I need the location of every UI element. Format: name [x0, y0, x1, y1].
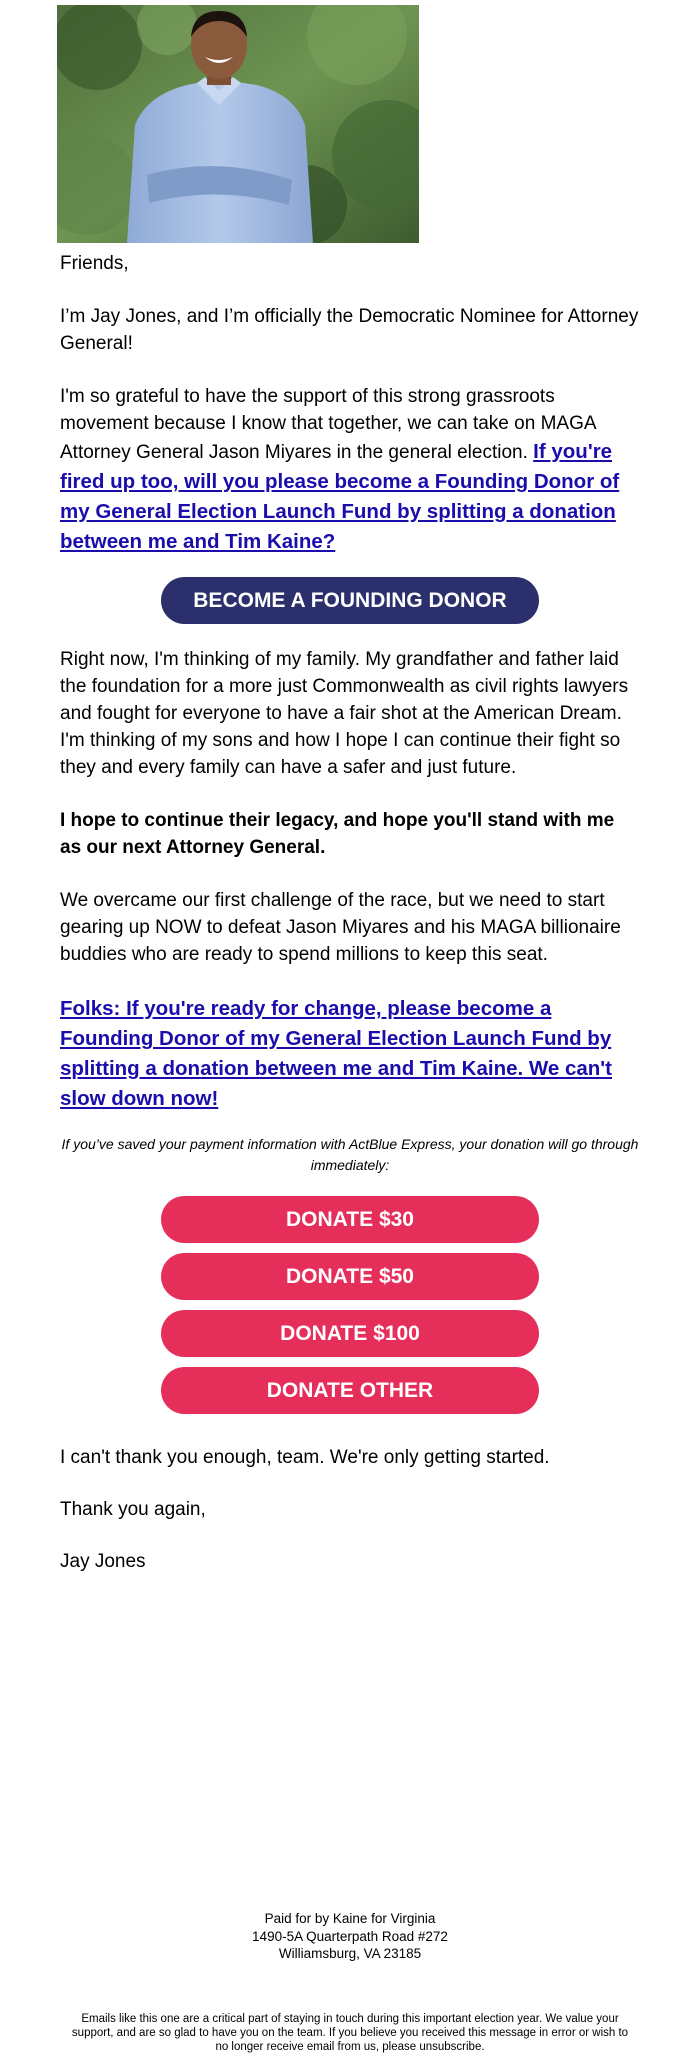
hero-photo — [57, 5, 419, 243]
footer-address — [0, 1910, 700, 1963]
sign-off — [60, 1444, 640, 1575]
founding-donor-link[interactable]: If you're fired up too, will you please become a Founding Donor of my General Election Launch Fund by splitting a donation between me and Tim Kaine? — [60, 440, 620, 553]
donate-30-button[interactable]: DONATE $30 — [161, 1196, 539, 1243]
address-line-2: Williamsburg, VA 23185 — [278, 1946, 422, 1961]
donate-buttons — [60, 1196, 640, 1424]
closing-thanks: I can't thank you enough, team. We're only getting started. — [60, 1447, 550, 1468]
folks-donate-link[interactable]: Folks: If you're ready for change, please become a Founding Donor of my General Election Launch Fund by splitting a donation between me and Tim Kaine. We can't slow down now! — [60, 997, 612, 1110]
become-founding-donor-button[interactable]: BECOME A FOUNDING DONOR — [161, 577, 539, 624]
donate-100-button[interactable]: DONATE $100 — [161, 1310, 539, 1357]
actblue-note: If you’ve saved your payment information with ActBlue Express, your donation will go through immediately: — [61, 1136, 639, 1173]
support-paragraph — [60, 383, 640, 557]
donate-other-button[interactable]: DONATE OTHER — [161, 1367, 539, 1414]
support-text: I'm so grateful to have the support of this strong grassroots movement because I know that together, we can take on MAGA Attorney General Jason Miyares in the general election. — [60, 386, 596, 463]
family-paragraph: Right now, I'm thinking of my family. My grandfather and father laid the foundation for a more just Commonwealth as civil rights lawyers and fought for everyone to have a fair shot at the American Dream. I'm thinking of my sons and how I hope I can continue their fight so they and every family can have a safer and just future. — [60, 649, 629, 778]
paid-for-line: Paid for by Kaine for Virginia — [264, 1911, 436, 1926]
founding-cta — [60, 577, 640, 624]
address-line-1: 1490-5A Quarterpath Road #272 — [252, 1928, 448, 1944]
challenge-paragraph: We overcame our first challenge of the race, but we need to start gearing up NOW to defeat Jason Miyares and his MAGA billionaire buddies who are ready to spend millions to keep this seat. — [60, 890, 621, 965]
footer-legal-text: Emails like this one are a critical part of staying in touch during this important election year. We value your support, and are so glad to have you on the team. If you believe you received this message in error or wish to no longer receive email from us, please unsubscribe. — [71, 2013, 629, 2053]
closing-thank-you: Thank you again, — [60, 1499, 206, 1520]
greeting: Friends, — [60, 253, 129, 274]
email-body — [60, 250, 640, 1600]
donate-50-button[interactable]: DONATE $50 — [161, 1253, 539, 1300]
intro-paragraph: I’m Jay Jones, and I’m officially the Democratic Nominee for Attorney General! — [60, 306, 639, 354]
signature: Jay Jones — [60, 1551, 146, 1572]
legacy-paragraph: I hope to continue their legacy, and hope you'll stand with me as our next Attorney General. — [60, 810, 615, 858]
